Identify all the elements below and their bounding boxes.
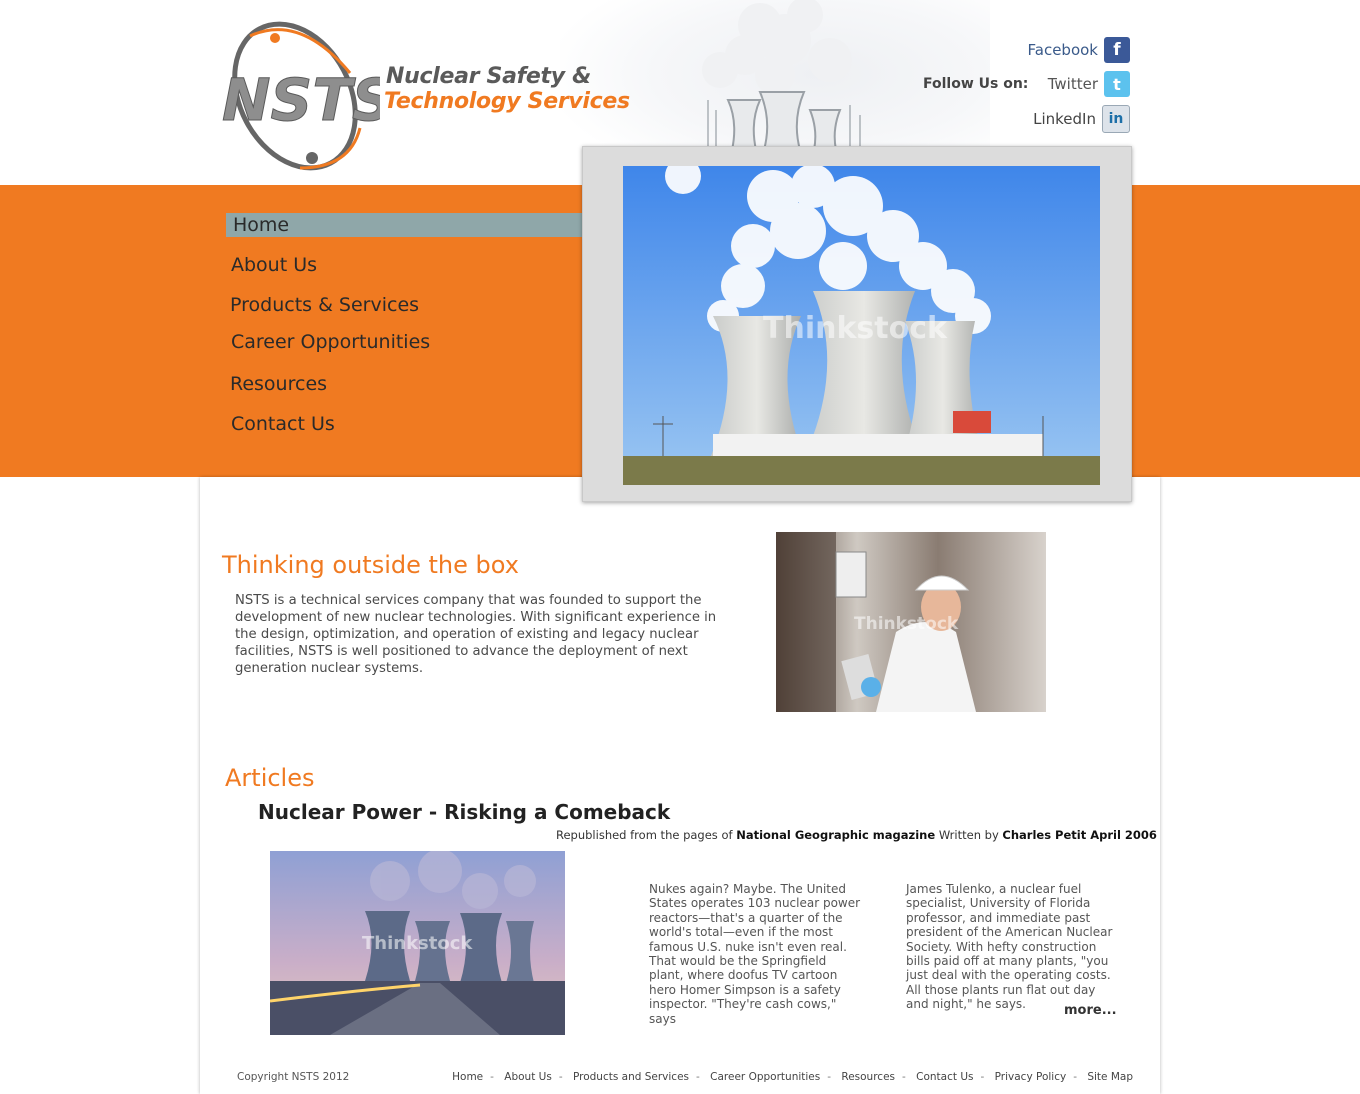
twitter-link[interactable]	[1048, 70, 1130, 98]
nsts-logo-mark	[220, 18, 380, 178]
byline-prefix: Republished from the pages of	[556, 828, 737, 842]
footer-link-products-services[interactable]: Products and Services	[572, 1071, 690, 1083]
footer-nav	[452, 1071, 1133, 1083]
byline-source: National Geographic magazine	[736, 828, 936, 842]
footer-separator: -	[558, 1071, 563, 1083]
intro-text: NSTS is a technical services company that was founded to support the development of new nuclear technologies. With significant experience in the design, optimization, and operation of existing and legacy nuclear facilities, NSTS is well positioned to advance the deployment of next generation nuclear systems.	[235, 593, 717, 676]
copyright: Copyright NSTS 2012	[237, 1071, 350, 1083]
nav-item-home[interactable]: Home	[226, 213, 585, 237]
twitter-label: Twitter	[1047, 75, 1098, 93]
article-title[interactable]: Nuclear Power - Risking a Comeback	[258, 800, 671, 824]
footer-separator: -	[490, 1071, 494, 1083]
hero-image	[623, 166, 1100, 485]
byline-author: Charles Petit April 2006	[1002, 828, 1157, 842]
nav-item-about-us[interactable]: About Us	[231, 254, 318, 276]
cooling-towers-photo	[623, 166, 1100, 485]
follow-us-label: Follow Us on:	[923, 76, 1029, 92]
footer-link-career-opportunities[interactable]: Career Opportunities	[710, 1071, 821, 1083]
dusk-towers-photo	[270, 851, 565, 1035]
articles-title: Articles	[225, 764, 315, 792]
more-link[interactable]: more...	[1064, 1003, 1117, 1018]
nav-item-career-opportunities[interactable]: Career Opportunities	[231, 331, 431, 353]
hero-frame	[582, 146, 1132, 502]
brand-name-line-2: Technology Services	[384, 89, 630, 114]
footer-separator: -	[1073, 1071, 1077, 1083]
footer-link-home[interactable]: Home	[452, 1071, 484, 1083]
worker-watermark: Thinkstock	[854, 614, 959, 634]
footer-separator: -	[827, 1071, 832, 1083]
footer-link-contact-us[interactable]: Contact Us	[916, 1071, 974, 1083]
nav-item-products-services[interactable]: Products & Services	[230, 294, 420, 316]
linkedin-link[interactable]	[1033, 105, 1130, 133]
byline-mid: Written by	[935, 828, 1003, 842]
worker-image	[776, 532, 1046, 712]
inspector-photo	[776, 532, 1046, 712]
footer-separator: -	[980, 1071, 985, 1083]
footer-link-resources[interactable]: Resources	[841, 1071, 895, 1083]
hero-watermark: Thinkstock	[763, 311, 947, 346]
intro-title: Thinking outside the box	[222, 551, 519, 579]
brand-name-line-1: Nuclear Safety &	[386, 64, 592, 89]
nav-item-contact-us[interactable]: Contact Us	[231, 413, 335, 435]
twitter-icon: t	[1104, 71, 1130, 97]
article-text-column-1: Nukes again? Maybe. The United States operates 103 nuclear power reactors—that's a quarter of the world's total—even if the most famous U.S. nuke isn't even real. That would be the Springfield plant, where doofus TV cartoon hero Homer Simpson is a safety inspector. "They're cash cows," says	[649, 882, 861, 1026]
article-text-column-2: James Tulenko, a nuclear fuel specialist, University of Florida professor, and immediate past president of the American Nuclear Society. With hefty construction bills paid off at many plants, "you just deal with the operating costs. All those plants run flat out day and night," he says.	[906, 882, 1113, 1012]
facebook-label: Facebook	[1027, 41, 1098, 59]
nav-item-resources[interactable]: Resources	[230, 373, 328, 395]
footer-link-privacy-policy[interactable]: Privacy Policy	[994, 1071, 1067, 1083]
article-image	[270, 851, 565, 1035]
linkedin-label: LinkedIn	[1033, 110, 1096, 128]
footer-separator: -	[696, 1071, 700, 1083]
article-watermark: Thinkstock	[362, 933, 473, 954]
logo-letters: NSTS	[222, 66, 380, 134]
linkedin-icon: in	[1102, 105, 1130, 133]
facebook-link[interactable]	[1028, 36, 1130, 64]
article-byline	[556, 828, 1157, 842]
facebook-icon: f	[1104, 37, 1130, 63]
footer-link-site-map[interactable]: Site Map	[1087, 1071, 1133, 1083]
footer-link-about-us[interactable]: About Us	[504, 1071, 552, 1083]
footer-separator: -	[902, 1071, 906, 1083]
